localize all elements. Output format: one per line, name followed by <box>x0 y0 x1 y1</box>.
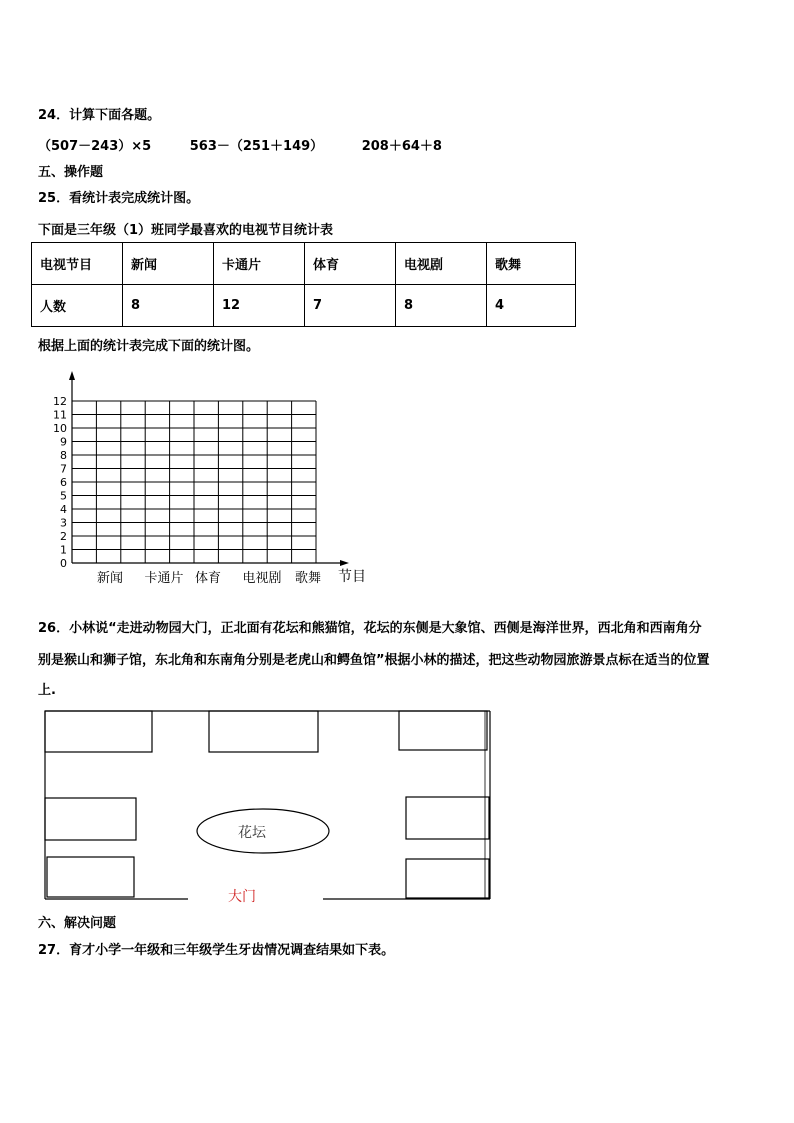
q24-title: 24．计算下面各题。 <box>38 108 161 123</box>
q25-title: 25．看统计表完成统计图。 <box>38 191 200 206</box>
q26-line-1: 26．小林说“走进动物园大门，正北面有花坛和熊猫馆，花坛的东侧是大象馆、西侧是海洋世界，西北角和西南角分 <box>38 621 702 636</box>
bar-chart-grid <box>40 368 370 590</box>
map-box-west <box>45 798 136 840</box>
table-cell: 体育 <box>305 243 396 285</box>
table-caption: 下面是三年级（1）班同学最喜欢的电视节目统计表 <box>38 223 334 238</box>
zoo-map <box>38 706 498 906</box>
map-box-northwest <box>45 711 152 752</box>
table-row <box>32 285 576 327</box>
table-cell: 电视剧 <box>396 243 487 285</box>
y-tick-label: 3 <box>60 516 67 530</box>
table-cell: 新闻 <box>123 243 214 285</box>
map-box-southwest <box>47 857 134 897</box>
expression-1: （507－243）×5 <box>38 139 152 154</box>
gate-label: 大门 <box>228 889 256 905</box>
y-tick-label: 4 <box>60 503 67 516</box>
y-tick-label: 2 <box>60 530 67 543</box>
table-cell: 卡通片 <box>214 243 305 285</box>
y-tick-label: 0 <box>60 557 67 570</box>
q26-line-2: 别是猴山和狮子馆，东北角和东南角分别是老虎山和鳄鱼馆”根据小林的描述，把这些动物园旅游景点标在适当的位置 <box>38 653 710 668</box>
map-box-east <box>406 797 489 839</box>
expression-3: 208＋64＋8 <box>361 139 442 154</box>
table-cell: 4 <box>487 285 576 327</box>
expression-2: 563－（251＋149） <box>189 139 324 154</box>
table-cell: 8 <box>396 285 487 327</box>
x-category-label: 电视剧 <box>242 571 282 586</box>
x-category-label: 体育 <box>194 571 222 586</box>
q24-expressions <box>38 135 476 154</box>
y-tick-label: 5 <box>60 489 67 503</box>
map-box-northeast <box>399 711 487 750</box>
y-tick-label: 7 <box>60 462 67 476</box>
table-row <box>32 243 576 285</box>
y-tick-label: 12 <box>53 395 67 408</box>
x-category-label: 卡通片 <box>144 571 184 586</box>
y-tick-label: 8 <box>60 449 67 462</box>
y-axis-arrow <box>69 371 75 380</box>
y-tick-label: 9 <box>60 435 67 449</box>
x-axis-title: 节目 <box>338 569 366 585</box>
x-category-label: 歌舞 <box>294 571 322 586</box>
flower-bed-label: 花坛 <box>238 825 266 841</box>
q27-title: 27．育才小学一年级和三年级学生牙齿情况调查结果如下表。 <box>38 943 395 958</box>
chart-instruction: 根据上面的统计表完成下面的统计图。 <box>38 339 260 354</box>
table-cell: 8 <box>123 285 214 327</box>
y-tick-label: 11 <box>53 408 67 422</box>
table-cell: 人数 <box>32 285 123 327</box>
q26-line-3: 上. <box>38 683 56 698</box>
section-5-heading: 五、操作题 <box>38 165 104 180</box>
table-cell: 歌舞 <box>487 243 576 285</box>
table-cell: 电视节目 <box>32 243 123 285</box>
x-axis-arrow <box>340 560 349 566</box>
stat-table <box>31 242 576 327</box>
section-6-heading: 六、解决问题 <box>38 916 117 931</box>
y-tick-label: 10 <box>53 422 67 435</box>
map-box-southeast <box>406 859 489 898</box>
x-category-label: 新闻 <box>96 571 124 586</box>
table-cell: 12 <box>214 285 305 327</box>
y-tick-label: 6 <box>60 476 67 489</box>
table-cell: 7 <box>305 285 396 327</box>
y-tick-label: 1 <box>60 543 67 557</box>
map-box-north <box>209 711 318 752</box>
